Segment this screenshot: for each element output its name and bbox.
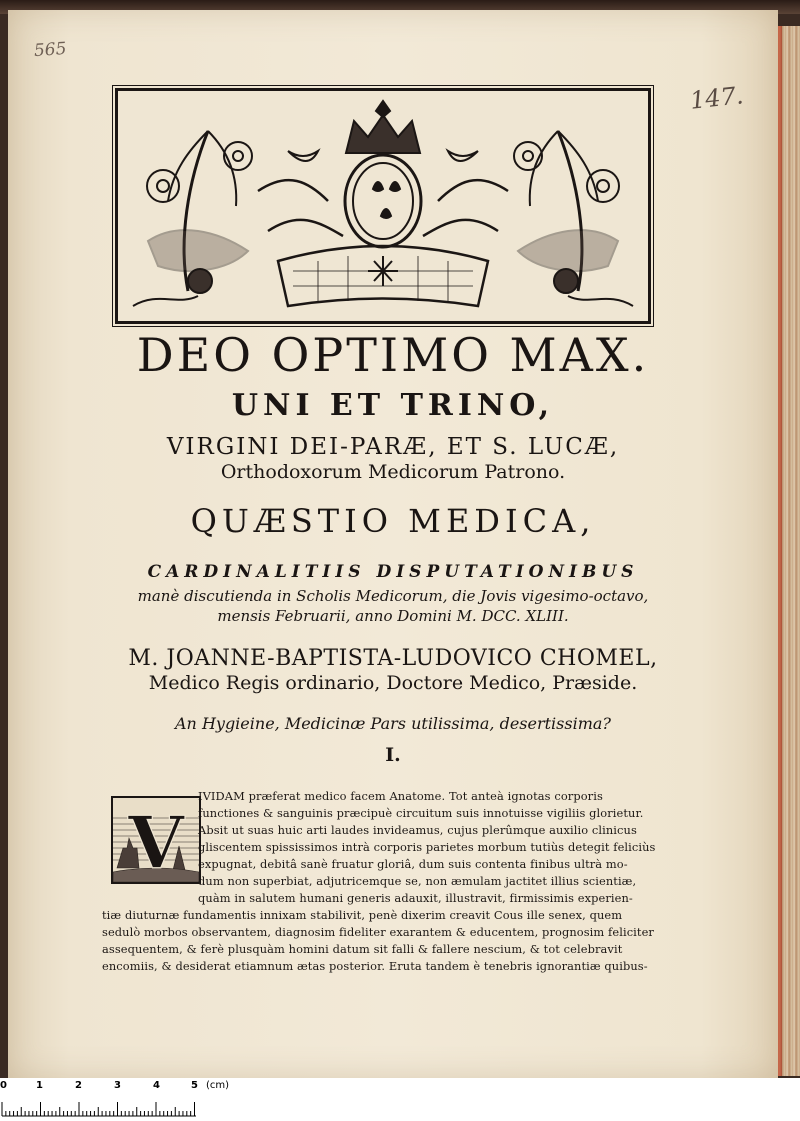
body-text-line: quàm in salutem humani generis adauxit, illustravit, firmissimis experien-: [198, 891, 633, 905]
folio-annotation-left: 565: [33, 38, 68, 62]
ruler-label-5: 5: [191, 1080, 198, 1091]
section-number: I.: [385, 744, 401, 766]
dedication-line-2: UNI ET TRINO,: [231, 388, 555, 423]
scale-ruler: [0, 1078, 800, 1121]
praeses-role: Medico Regis ordinario, Doctore Medico, Præside.: [148, 672, 638, 694]
body-text-line: assequentem, & ferè plusquàm homini datum sit falli & fallere nescium, & tot celebravit: [102, 942, 623, 956]
body-text-line: IVIDAM præferat medico facem Anatome. Tot anteà ignotas corporis: [198, 789, 603, 803]
quaestio-line-2: manè discutienda in Scholis Medicorum, die Jovis vigesimo-octavo,: [137, 587, 649, 605]
body-text-line: encomiis, & desiderat etiamnum ætas posterior. Eruta tandem è tenebris ignorantiæ quibus-: [102, 959, 648, 973]
engraved-headpiece: [115, 88, 651, 324]
body-text-line: dum non superbiat, adjutricemque se, non æmulam jactitet illius scientiæ,: [198, 874, 637, 888]
body-text-line: expugnat, debitâ sanè fruatur gloriâ, dum suis contenta finibus ultrà mo-: [198, 857, 628, 871]
ruler-label-3: 3: [114, 1080, 121, 1091]
quaestio-line-1: CARDINALITIIS DISPUTATIONIBUS: [147, 562, 639, 582]
dropcap-letter: V: [128, 800, 184, 882]
body-text-line: Absit ut suas huic arti laudes invideamus, cujus plerûmque auxilio clinicus: [198, 823, 637, 837]
quaestio-line-3: mensis Februarii, anno Domini M. DCC. XLIII.: [217, 607, 569, 625]
body-text-line: gliscentem spississimos intrà corporis parietes morbum tutiùs detegit feliciùs: [198, 840, 656, 854]
dedication-line-4: Orthodoxorum Medicorum Patrono.: [220, 461, 566, 483]
decorated-initial: [111, 796, 201, 884]
quaestio-heading: QUÆSTIO MEDICA,: [190, 502, 596, 540]
ruler-unit: (cm): [206, 1080, 230, 1091]
royal-arms-ornament: [118, 91, 648, 321]
ruler-label-1: 1: [36, 1080, 43, 1091]
body-text-line: functiones & sanguinis præcipuè circuitum suis innotuisse vigiliis glorietur.: [198, 806, 644, 820]
praeses-name: M. JOANNE-BAPTISTA-LUDOVICO CHOMEL,: [128, 646, 658, 671]
body-text-line: sedulò morbos observantem, diagnosim fideliter exarantem & educentem, prognosim feliciter: [102, 925, 654, 939]
book-page: [8, 10, 778, 1078]
dedication-line-3: VIRGINI DEI-PARÆ, ET S. LUCÆ,: [166, 434, 620, 460]
ruler-label-2: 2: [75, 1080, 82, 1091]
thesis-question: An Hygieine, Medicinæ Pars utilissima, desertissima?: [175, 714, 611, 733]
ruler-label-0: 0: [0, 1080, 7, 1091]
folio-annotation-right: 147.: [688, 81, 745, 115]
dedication-line-1: DEO OPTIMO MAX.: [136, 328, 650, 382]
body-text-line: tiæ diuturnæ fundamentis innixam stabilivit, penè dixerim creavit Cous ille senex, quem: [102, 908, 623, 922]
ruler-label-4: 4: [153, 1080, 160, 1091]
landscape-initial-image: [113, 798, 199, 882]
